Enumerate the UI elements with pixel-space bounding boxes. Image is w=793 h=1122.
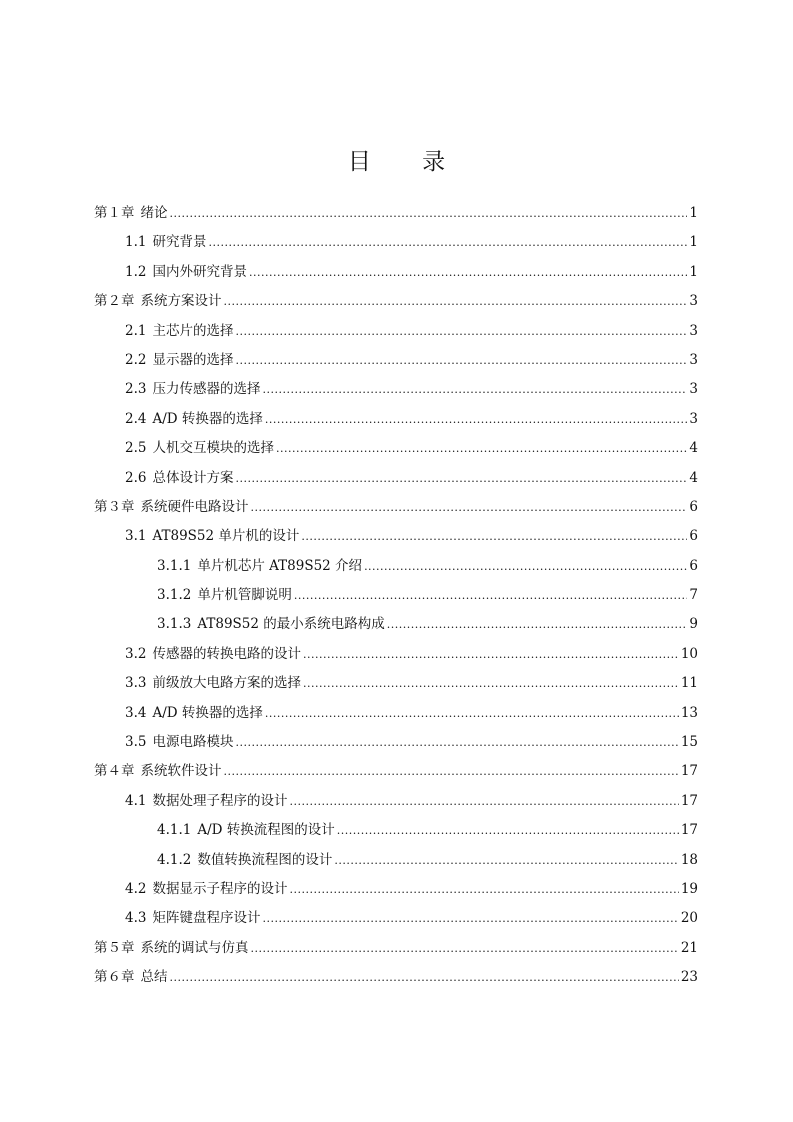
toc-entry[interactable]: [94, 493, 698, 522]
page-title: 目 录: [347, 149, 468, 175]
toc-entry-page-number: 17: [680, 792, 698, 809]
toc-entry-title: 电源电路模块: [152, 734, 234, 751]
toc-entry[interactable]: [94, 522, 698, 551]
toc-entry-number: 第５章: [94, 939, 135, 956]
toc-entry-page-number: 17: [680, 822, 698, 839]
toc-entry-number: 4.2: [125, 880, 147, 897]
toc-entry[interactable]: [94, 816, 698, 845]
table-of-contents: [94, 199, 698, 993]
toc-entry-number: 3.1.2: [157, 587, 192, 604]
toc-entry-number: 3.3: [125, 675, 147, 692]
toc-entry-title: 矩阵键盘程序设计: [152, 910, 261, 927]
toc-entry-page-number: 21: [680, 939, 698, 956]
toc-entry-title: 系统的调试与仿真: [140, 939, 249, 956]
toc-entry-title: 国内外研究背景: [152, 263, 247, 280]
toc-entry-number: 3.1.1: [157, 557, 192, 574]
toc-entry-title: 显示器的选择: [152, 351, 234, 368]
toc-entry-page-number: 1: [689, 234, 698, 251]
toc-entry[interactable]: [94, 963, 698, 992]
toc-entry[interactable]: [94, 346, 698, 375]
toc-entry-page-number: 19: [680, 880, 698, 897]
toc-entry[interactable]: [94, 228, 698, 257]
toc-entry-page-number: 3: [689, 381, 698, 398]
dot-leader: [235, 464, 687, 493]
toc-entry[interactable]: [94, 199, 698, 228]
toc-entry-number: 第６章: [94, 969, 135, 986]
dot-leader: [235, 317, 687, 346]
toc-entry-title: 总结: [140, 969, 168, 986]
dot-leader: [337, 816, 679, 845]
toc-entry[interactable]: [94, 846, 698, 875]
toc-entry-page-number: 3: [689, 410, 698, 427]
toc-entry-title: AT89S52 单片机的设计: [152, 528, 300, 545]
toc-entry-page-number: 4: [689, 440, 698, 457]
toc-entry-number: 第４章: [94, 763, 135, 780]
toc-entry[interactable]: [94, 317, 698, 346]
toc-entry-page-number: 3: [689, 322, 698, 339]
toc-entry[interactable]: [94, 434, 698, 463]
toc-entry-title: 总体设计方案: [152, 469, 234, 486]
toc-entry-title: A/D 转换器的选择: [152, 410, 263, 427]
toc-entry-page-number: 7: [689, 587, 698, 604]
toc-entry[interactable]: [94, 934, 698, 963]
dot-leader: [224, 287, 688, 316]
toc-entry-page-number: 15: [680, 734, 698, 751]
toc-entry-number: 2.1: [125, 322, 147, 339]
toc-entry[interactable]: [94, 699, 698, 728]
toc-entry-page-number: 6: [689, 557, 698, 574]
toc-entry-number: 3.4: [125, 704, 147, 721]
dot-leader: [276, 434, 687, 463]
toc-entry-number: 第２章: [94, 293, 135, 310]
toc-entry-title: 数据显示子程序的设计: [152, 880, 288, 897]
dot-leader: [334, 846, 678, 875]
toc-entry-page-number: 18: [680, 851, 698, 868]
toc-entry-number: 2.6: [125, 469, 147, 486]
toc-entry-title: 单片机芯片 AT89S52 介绍: [197, 557, 363, 574]
toc-entry-page-number: 3: [689, 351, 698, 368]
toc-entry-title: 单片机管脚说明: [197, 587, 292, 604]
toc-entry[interactable]: [94, 904, 698, 933]
toc-entry-title: A/D 转换流程图的设计: [197, 822, 335, 839]
toc-entry-title: 系统方案设计: [140, 293, 222, 310]
toc-entry-number: 2.3: [125, 381, 147, 398]
toc-entry[interactable]: [94, 552, 698, 581]
toc-entry-number: 第３章: [94, 498, 135, 515]
dot-leader: [294, 581, 688, 610]
toc-entry-number: 3.1: [125, 528, 147, 545]
toc-entry-page-number: 20: [680, 910, 698, 927]
dot-leader: [303, 640, 679, 669]
toc-entry-number: 2.2: [125, 351, 147, 368]
toc-entry[interactable]: [94, 464, 698, 493]
toc-entry-number: 1.2: [125, 263, 147, 280]
dot-leader: [289, 875, 678, 904]
dot-leader: [289, 787, 678, 816]
toc-entry-page-number: 23: [680, 969, 698, 986]
toc-entry[interactable]: [94, 875, 698, 904]
toc-entry-page-number: 1: [689, 263, 698, 280]
toc-entry-page-number: 4: [689, 469, 698, 486]
toc-entry-number: 4.1: [125, 792, 147, 809]
toc-entry-title: 数据处理子程序的设计: [152, 792, 288, 809]
toc-entry-page-number: 9: [689, 616, 698, 633]
dot-leader: [251, 934, 679, 963]
toc-entry-number: 第１章: [94, 205, 135, 221]
toc-entry[interactable]: [94, 375, 698, 404]
dot-leader: [251, 493, 688, 522]
toc-entry-page-number: 6: [689, 528, 698, 545]
dot-leader: [170, 963, 679, 992]
toc-entry[interactable]: [94, 610, 698, 639]
toc-entry-page-number: 17: [680, 763, 698, 780]
dot-leader: [170, 199, 688, 228]
toc-entry[interactable]: [94, 728, 698, 757]
toc-entry[interactable]: [94, 258, 698, 287]
dot-leader: [301, 522, 687, 551]
toc-entry-page-number: 3: [689, 293, 698, 310]
toc-entry-title: 传感器的转换电路的设计: [152, 645, 301, 662]
toc-entry-title: 数值转换流程图的设计: [197, 851, 333, 868]
dot-leader: [265, 699, 679, 728]
toc-entry[interactable]: [94, 581, 698, 610]
toc-entry-page-number: 13: [680, 704, 698, 721]
toc-entry-number: 4.1.2: [157, 851, 192, 868]
toc-entry-title: 系统软件设计: [140, 763, 222, 780]
toc-entry-title: 前级放大电路方案的选择: [152, 675, 301, 692]
toc-entry[interactable]: [94, 405, 698, 434]
toc-entry-number: 1.1: [125, 234, 147, 251]
dot-leader: [364, 552, 687, 581]
toc-entry-number: 2.4: [125, 410, 147, 427]
toc-entry-title: 研究背景: [152, 234, 207, 251]
toc-entry-page-number: 10: [680, 645, 698, 662]
toc-entry-page-number: 6: [689, 498, 698, 515]
toc-entry[interactable]: [94, 757, 698, 786]
toc-entry-title: A/D 转换器的选择: [152, 704, 263, 721]
toc-entry-number: 3.5: [125, 734, 147, 751]
toc-entry-title: AT89S52 的最小系统电路构成: [197, 616, 385, 633]
toc-entry[interactable]: [94, 287, 698, 316]
toc-entry-title: 压力传感器的选择: [152, 381, 261, 398]
toc-entry-number: 4.1.1: [157, 822, 192, 839]
toc-entry[interactable]: [94, 640, 698, 669]
toc-entry-title: 主芯片的选择: [152, 322, 234, 339]
dot-leader: [303, 669, 679, 698]
toc-entry-number: 3.1.3: [157, 616, 192, 633]
dot-leader: [224, 757, 679, 786]
dot-leader: [235, 346, 687, 375]
dot-leader: [265, 405, 688, 434]
dot-leader: [249, 258, 687, 287]
toc-entry-title: 系统硬件电路设计: [140, 498, 249, 515]
toc-entry-title: 绪论: [140, 205, 168, 221]
dot-leader: [262, 904, 678, 933]
dot-leader: [262, 375, 687, 404]
toc-entry-number: 2.5: [125, 440, 147, 457]
toc-entry-page-number: 1: [689, 205, 698, 221]
dot-leader: [208, 228, 687, 257]
toc-entry-number: 4.3: [125, 910, 147, 927]
toc-entry[interactable]: [94, 669, 698, 698]
toc-entry[interactable]: [94, 787, 698, 816]
dot-leader: [235, 728, 678, 757]
dot-leader: [387, 610, 688, 639]
toc-entry-title: 人机交互模块的选择: [152, 440, 274, 457]
toc-entry-number: 3.2: [125, 645, 147, 662]
toc-entry-page-number: 11: [680, 675, 698, 692]
